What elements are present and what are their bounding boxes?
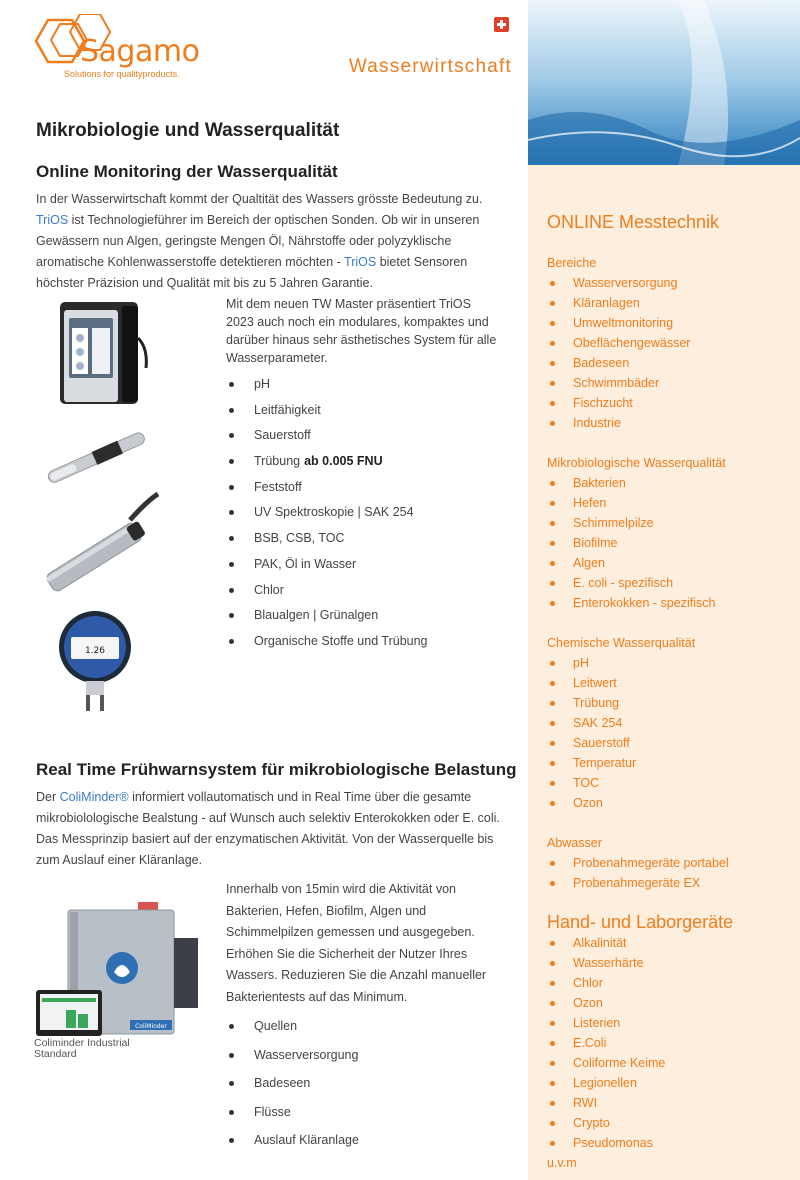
monitoring-heading: Online Monitoring der Wasserqualität [36, 162, 338, 181]
list-item: Sauerstoff [226, 426, 428, 452]
list-item: UV Spektroskopie | SAK 254 [226, 503, 428, 529]
brand-tagline: Solutions for qualityproducts. [64, 69, 180, 79]
sidebar-link[interactable]: Algen [547, 554, 715, 574]
sidebar-link[interactable]: Crypto [547, 1114, 665, 1134]
trios-link[interactable]: TriOS [344, 255, 377, 269]
sidebar-link[interactable]: Temperatur [547, 754, 636, 774]
warning-intro [36, 787, 506, 871]
chemisch-list [547, 654, 636, 814]
sidebar-link[interactable]: Trübung [547, 694, 636, 714]
sidebar-link[interactable]: Umweltmonitoring [547, 314, 690, 334]
sidebar-link[interactable]: Ozon [547, 994, 665, 1014]
sidebar-link[interactable]: pH [547, 654, 636, 674]
brand-wordmark: Sagamo [80, 34, 200, 69]
sidebar-link[interactable]: TOC [547, 774, 636, 794]
list-item: Leitfähigkeit [226, 401, 428, 427]
turbidity-probe-image[interactable] [36, 418, 164, 494]
sidebar-link[interactable]: Kläranlagen [547, 294, 690, 314]
sidebar-link[interactable]: Ozon [547, 794, 636, 814]
sidebar-link[interactable]: Schwimmbäder [547, 374, 690, 394]
sidebar-link[interactable]: Industrie [547, 414, 690, 434]
list-item: Feststoff [226, 478, 428, 504]
category-abwasser[interactable]: Abwasser [547, 836, 602, 850]
list-item: Badeseen [226, 1074, 359, 1103]
warning-heading: Real Time Frühwarnsystem für mikrobiologische Belastung [36, 760, 517, 779]
sidebar-link[interactable]: Sauerstoff [547, 734, 636, 754]
tw-master-device-image[interactable] [52, 298, 148, 410]
list-item: Flüsse [226, 1103, 359, 1132]
intro-line: höchster Präzision und Qualität mit bis zu 5 Jahren Garantie. [36, 276, 373, 290]
sidebar-link[interactable]: Coliforme Keime [547, 1054, 665, 1074]
handheld-meter-image[interactable] [56, 605, 134, 715]
list-item: Quellen [226, 1017, 359, 1046]
labor-list [547, 934, 665, 1154]
sidebar-link[interactable]: Legionellen [547, 1074, 665, 1094]
sidebar-link[interactable]: SAK 254 [547, 714, 636, 734]
intro-line: Das Messprinzip basiert auf der enzymatischen Aktivität. Von der Wasserquelle bis [36, 832, 494, 846]
mikrobiologie-list [547, 474, 715, 614]
list-item: BSB, CSB, TOC [226, 529, 428, 555]
swiss-flag-icon [494, 17, 509, 32]
sidebar-link[interactable]: RWI [547, 1094, 665, 1114]
category-bereiche[interactable]: Bereiche [547, 256, 597, 270]
sidebar-link[interactable]: Chlor [547, 974, 665, 994]
list-item: Organische Stoffe und Trübung [226, 632, 428, 658]
device-label: ColiMinder [135, 1023, 167, 1030]
list-item: Chlor [226, 581, 428, 607]
sidebar-link[interactable]: Probenahmegeräte EX [547, 874, 729, 894]
sidebar-link[interactable]: Fischzucht [547, 394, 690, 414]
intro-line: Der ColiMinder® informiert vollautomatisch und in Real Time über die gesamte [36, 790, 472, 804]
turbidity-value: ab 0.005 FNU [304, 454, 383, 469]
uv-spectrometer-probe-image[interactable] [36, 490, 166, 602]
sidebar-link[interactable]: E. coli - spezifisch [547, 574, 715, 594]
abwasser-list [547, 854, 729, 894]
sidebar-link[interactable]: Obeflächengewässer [547, 334, 690, 354]
bereiche-list [547, 274, 690, 434]
sidebar-link[interactable]: Biofilme [547, 534, 715, 554]
display-reading: 1.26 [84, 646, 106, 656]
sidebar-link[interactable]: Badeseen [547, 354, 690, 374]
coliminder-detail: Innerhalb von 15min wird die Aktivität von Bakterien, Hefen, Biofilm, Algen und Schimmelpilzen gemessen und ausgegeben. Erhöhen Sie die Sicherheit der Nutzer Ihres Wassers. Reduzieren Sie die Anzahl manueller Bakterientests auf das Minimum. [226, 882, 487, 1004]
sidebar-link[interactable]: Leitwert [547, 674, 636, 694]
coliminder-caption: Coliminder Industrial Standard [34, 1037, 130, 1060]
category-chemisch[interactable]: Chemische Wasserqualität [547, 636, 696, 650]
intro-line: In der Wasserwirtschaft kommt der Qualtität des Wassers grösste Bedeutung zu. [36, 192, 483, 206]
sidebar-link[interactable]: Wasserhärte [547, 954, 665, 974]
labor-heading[interactable]: Hand- und Laborgeräte [547, 912, 734, 932]
trios-link[interactable]: TriOS [36, 213, 69, 227]
intro-line: TriOS ist Technologieführer im Bereich der optischen Sonden. Ob wir in unseren [36, 213, 480, 227]
sidebar-link[interactable]: Hefen [547, 494, 715, 514]
more-label: u.v.m [547, 1156, 577, 1170]
sidebar-link[interactable]: Wasserversorgung [547, 274, 690, 294]
sidebar-link[interactable]: Alkalinität [547, 934, 665, 954]
sidebar-link[interactable]: Bakterien [547, 474, 715, 494]
intro-line: aromatische Kohlenwasserstoffe detektieren möchten - TriOS bietet Sensoren [36, 255, 468, 269]
intro-line: zum Auslauf einer Kläranlage. [36, 853, 203, 867]
intro-line: Gewässern nun Algen, geringste Mengen Öl, Nährstoffe oder polyzyklische [36, 234, 452, 248]
list-item: Blaualgen | Grünalgen [226, 606, 428, 632]
water-splash-image [528, 0, 800, 165]
intro-line: mikrobiolologische Bealstung - auf Wunsch auch selektiv Enterokokken oder E. coli. [36, 811, 500, 825]
sidebar-link[interactable]: Schimmelpilze [547, 514, 715, 534]
list-item: pH [226, 375, 428, 401]
sagamo-logo[interactable] [34, 14, 200, 84]
parameter-list [226, 375, 428, 658]
sidebar-link[interactable]: Listerien [547, 1014, 665, 1034]
page-title: Mikrobiologie und Wasserqualität [36, 120, 340, 141]
list-item: Trübung ab 0.005 FNU [226, 452, 428, 478]
sidebar [528, 0, 800, 1180]
list-item: PAK, Öl in Wasser [226, 555, 428, 581]
sidebar-link[interactable]: Probenahmegeräte portabel [547, 854, 729, 874]
section-title: Wasserwirtschaft [348, 56, 512, 77]
coliminder-device-image[interactable] [34, 898, 202, 1038]
tw-master-text: Mit dem neuen TW Master präsentiert TriOS 2023 auch noch ein modulares, kompaktes und darüber hinaus sehr ästhetisches System für alle Wasserparameter. [226, 297, 497, 365]
list-item: Auslauf Kläranlage [226, 1131, 359, 1160]
sidebar-link[interactable]: E.Coli [547, 1034, 665, 1054]
coliminder-link[interactable]: ColiMinder® [59, 790, 129, 804]
category-mikrobiologie[interactable]: Mikrobiologische Wasserqualität [547, 456, 726, 470]
list-item: Wasserversorgung [226, 1046, 359, 1075]
application-list [226, 1017, 359, 1160]
monitoring-intro [36, 189, 506, 294]
sidebar-link[interactable]: Pseudomonas [547, 1134, 665, 1154]
sidebar-link[interactable]: Enterokokken - spezifisch [547, 594, 715, 614]
online-heading[interactable]: ONLINE Messtechnik [547, 212, 720, 232]
